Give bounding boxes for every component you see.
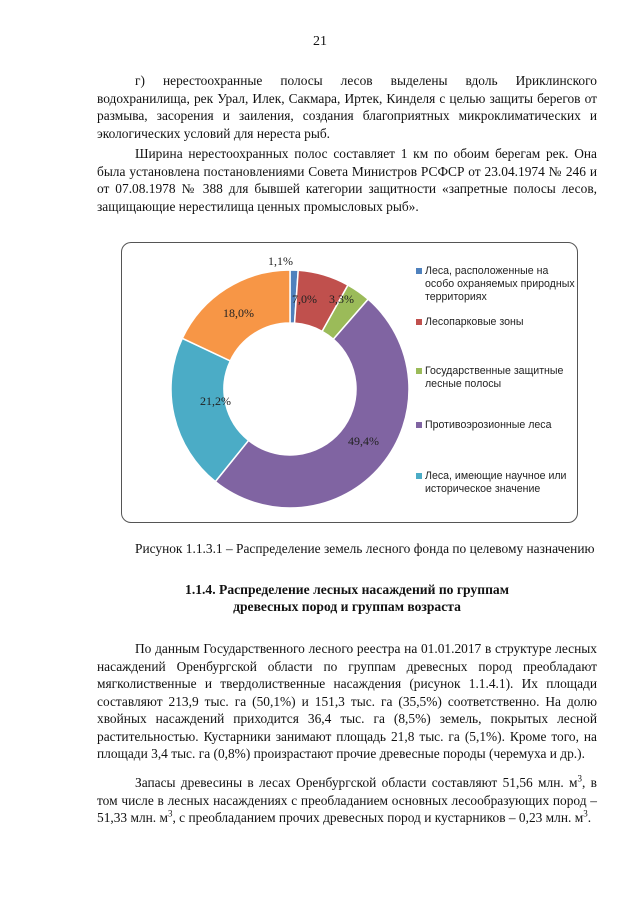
donut-value-label-shelter-belts: 3,3%: [329, 292, 354, 306]
legend-swatch-scientific-historic: [416, 473, 422, 479]
paragraph-riparian-strips: г) нерестоохранные полосы лесов выделены вдоль Ириклинского водохранилища, рек Урал, Илек, Сакмара, Иртек, Кинделя с целью защиты берегов от размыва, засорения и заиления, создания благоприятных микроклиматических и экологических условий для нереста рыб.: [97, 73, 597, 141]
legend-label-forest-park: Лесопарковые зоны: [425, 316, 524, 328]
section-heading-line-2: древесных пород и группам возраста: [233, 599, 461, 614]
section-heading-line-1: 1.1.4. Распределение лесных насаждений по группам: [185, 582, 509, 597]
donut-value-label-protected-territories: 1,1%: [268, 254, 293, 268]
paragraph-timber-stock: Запасы древесины в лесах Оренбургской области составляют 51,56 млн. $м^3$, в том числе в лесных насаждениях с преобладанием основных лесообразующих пород – 51,33 млн. $м^3$, с преобладанием прочих древесных пород и кустарников – 0,23 млн. $м^3$.: [97, 773, 597, 825]
section-heading: [97, 581, 597, 615]
legend-label-anti-erosion: Противоэрозионные леса: [425, 419, 552, 431]
legend-swatch-forest-park: [416, 319, 422, 325]
paragraph-forest-structure: По данным Государственного лесного реестра на 01.01.2017 в структуре лесных насаждений Оренбургской области по группам древесных пород преобладают мягколиственные и твердолиственные насаждения (рисунок 1.1.4.1). Их площади составляют 213,9 тыс. га (50,1%) и 151,3 тыс. га (35,5%) соответственно. На долю хвойных насаждений приходится 36,4 тыс. га (8,5%) земель, покрытых лесной растительностью. Кустарники занимают площадь 21,8 тыс. га (5,1%). Кроме того, на площади 3,4 тыс. га (0,8%) произрастают прочие древесные породы (черемуха и др.).: [97, 641, 597, 761]
donut-value-label-other: 18,0%: [223, 306, 254, 320]
paragraph-strip-width: Ширина нерестоохранных полос составляет 1 км по обоим берегам рек. Она была установлена постановлениями Совета Министров РСФСР от 23.04.1974 № 246 и от 07.08.1978 № 388 для бывшей категории защитности «запретные полосы лесов, защищающие нерестилища ценных промысловых рыб».: [97, 146, 597, 214]
figure-caption: Рисунок 1.1.3.1 – Распределение земель лесного фонда по целевому назначению: [135, 541, 595, 556]
legend-swatch-anti-erosion: [416, 422, 422, 428]
donut-value-label-anti-erosion: 49,4%: [348, 434, 379, 448]
legend-swatch-protected-territories: [416, 268, 422, 274]
legend-label-shelter-belts: Государственные защитные лесные полосы: [425, 365, 564, 390]
donut-chart-frame: [121, 242, 578, 523]
legend-label-protected-territories: Леса, расположенные на особо охраняемых природных территориях: [425, 265, 575, 303]
donut-value-label-forest-park: 7,0%: [292, 292, 317, 306]
donut-value-label-scientific-historic: 21,2%: [200, 394, 231, 408]
page-number: 21: [313, 34, 327, 49]
legend-label-scientific-historic: Леса, имеющие научное или историческое значение: [425, 470, 567, 495]
legend-swatch-shelter-belts: [416, 368, 422, 374]
